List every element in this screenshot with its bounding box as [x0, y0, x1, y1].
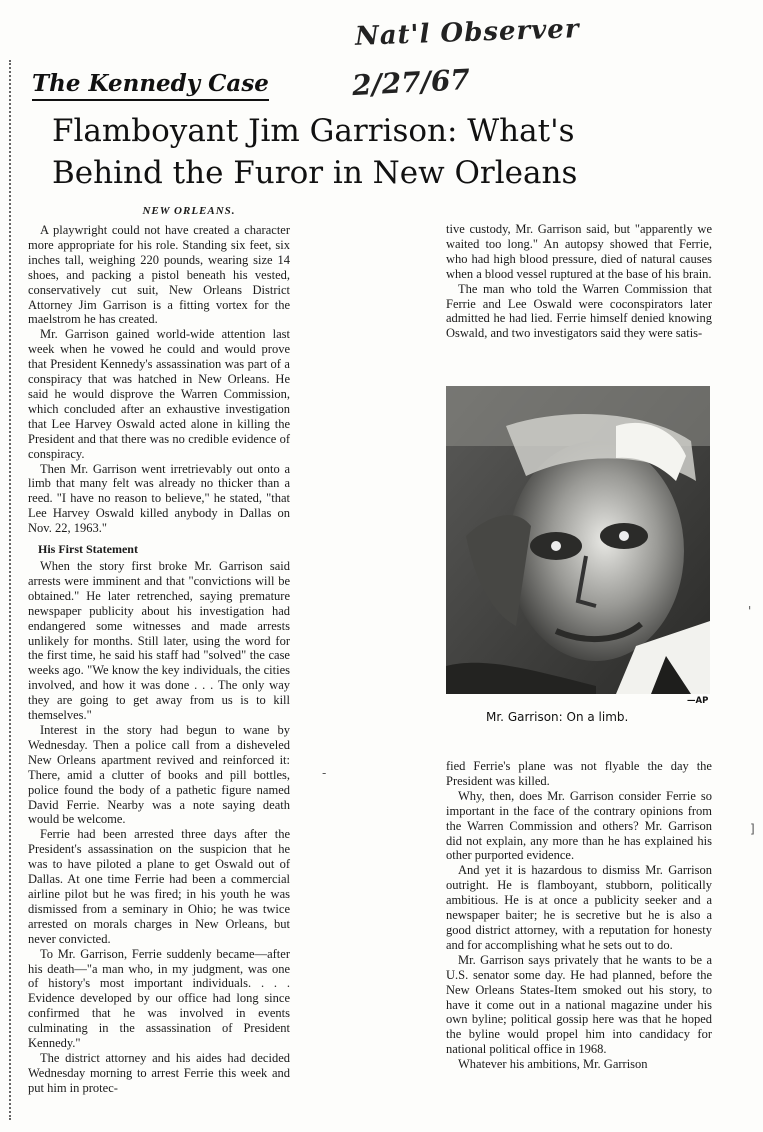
- paragraph: fied Ferrie's plane was not flyable the day the President was killed.: [446, 759, 712, 788]
- paragraph: When the story first broke Mr. Garrison said arrests were imminent and that "convictions will be obtained." He later retrenched, saying premature newspaper publicity about his investigation had endangered some witnesses and made arrests unlikely for months. Still later, using the word for the first time, he said his staff had "solved" the case weeks ago. "We know the key individuals, the cities involved, and how it was done . . . The only way they are going to get away from us is to kill themselves.": [28, 559, 290, 723]
- article-left-column: [28, 205, 290, 1096]
- headline: [52, 110, 612, 194]
- dateline: NEW ORLEANS.: [142, 205, 236, 217]
- paragraph: And yet it is hazardous to dismiss Mr. Garrison outright. He is flamboyant, stubborn, politically ambitious. He is at once a publicity seeker and a newspaper baiter; he is secretive but he is also a good district attorney, with a reputation for honesty and for accomplishing what he sets out to do.: [446, 863, 712, 952]
- paragraph: Whatever his ambitions, Mr. Garrison: [458, 1057, 648, 1072]
- handwritten-source-note: Nat'l Observer: [354, 14, 581, 52]
- section-kicker: The Kennedy Case: [32, 70, 269, 101]
- paragraph: Ferrie had been arrested three days after the President's assassination on the suspicion that he was to have piloted a plane to get Oswald out of Dallas. At one time Ferrie had been a commercial airline pilot but he was fired; in his youth he was dismissed from a seminary in Ohio; he was twice arrested on morals charges in New Orleans, but never convicted.: [28, 827, 290, 946]
- subhead: His First Statement: [38, 542, 138, 557]
- paragraph: A playwright could not have created a character more appropriate for his role. Standing six feet, six inches tall, weighing 220 pounds, wearing size 14 shoes, and packing a pistol beneath his vested, conservatively cut suit, New Orleans District Attorney Jim Garrison is a fitting vortex for the maelstrom he has created.: [28, 223, 290, 327]
- stray-mark: -: [322, 766, 327, 780]
- article-right-column-top: [446, 222, 712, 341]
- headline-line-1: Flamboyant Jim Garrison: What's: [52, 113, 575, 149]
- garrison-photo: [446, 386, 710, 694]
- left-margin-dots: [9, 60, 11, 1120]
- paragraph: Mr. Garrison gained world-wide attention last week when he vowed he could and would prove that President Kennedy's assassination was part of a conspiracy that was hatched in New Orleans. He said he would disprove the Warren Commission, which concluded after an exhaustive investigation that Lee Harvey Oswald acted alone in killing the President and that there was no credible evidence of conspiracy.: [28, 327, 290, 461]
- headline-line-2: Behind the Furor in New Orleans: [52, 155, 578, 191]
- paragraph: Mr. Garrison says privately that he wants to be a U.S. senator some day. He had planned, before the New Orleans States-Item smoked out his story, to have it come out in a national magazine under his own byline; political gossip here was that he hoped the byline would propel him into candidacy for national political office in 1968.: [446, 952, 712, 1057]
- edge-mark: ': [748, 604, 752, 618]
- photo-image: [446, 386, 710, 694]
- paragraph: Interest in the story had begun to wane by Wednesday. Then a police call from a disheveled New Orleans apartment revived and reinforced it: There, amid a clutter of books and pill bottles, police found the body of a pathetic figure named David Ferrie. Nearby was a note saying death would be welcome.: [28, 723, 290, 827]
- paragraph: To Mr. Garrison, Ferrie suddenly became—after his death—"a man who, in my judgment, was one of history's most important individuals. . . . Evidence developed by our office had long since confirmed that he was involved in events culminating in the assassination of President Kennedy.": [28, 946, 290, 1051]
- photo-caption: Mr. Garrison: On a limb.: [486, 710, 629, 724]
- paragraph: The man who told the Warren Commission that Ferrie and Lee Oswald were coconspirators later admitted he had lied. Ferrie himself denied knowing Oswald, and two investigators said they were satis-: [446, 281, 712, 341]
- paragraph: tive custody, Mr. Garrison said, but "apparently we waited too long." An autopsy showed that Ferrie, who had high blood pressure, died of natural causes when a blood vessel ruptured at the base of his brain.: [446, 222, 712, 281]
- paragraph: Why, then, does Mr. Garrison consider Ferrie so important in the face of the contrary opinions from the Warren Commission and others? Mr. Garrison did not explain, any more than he has explained his other purported evidence.: [446, 788, 712, 863]
- photo-credit: —AP: [687, 696, 709, 706]
- article-right-column-bottom: [446, 759, 712, 1072]
- paragraph: Then Mr. Garrison went irretrievably out onto a limb that many felt was already no thicker than a reed. "I have no reason to believe," he stated, "that Lee Harvey Oswald killed anybody in Dallas on Nov. 22, 1963.": [28, 461, 290, 536]
- edge-mark: ]: [750, 822, 755, 836]
- paragraph: The district attorney and his aides had decided Wednesday morning to arrest Ferrie this week and put him in protec-: [28, 1050, 290, 1095]
- handwritten-date-note: 2/27/67: [351, 62, 471, 103]
